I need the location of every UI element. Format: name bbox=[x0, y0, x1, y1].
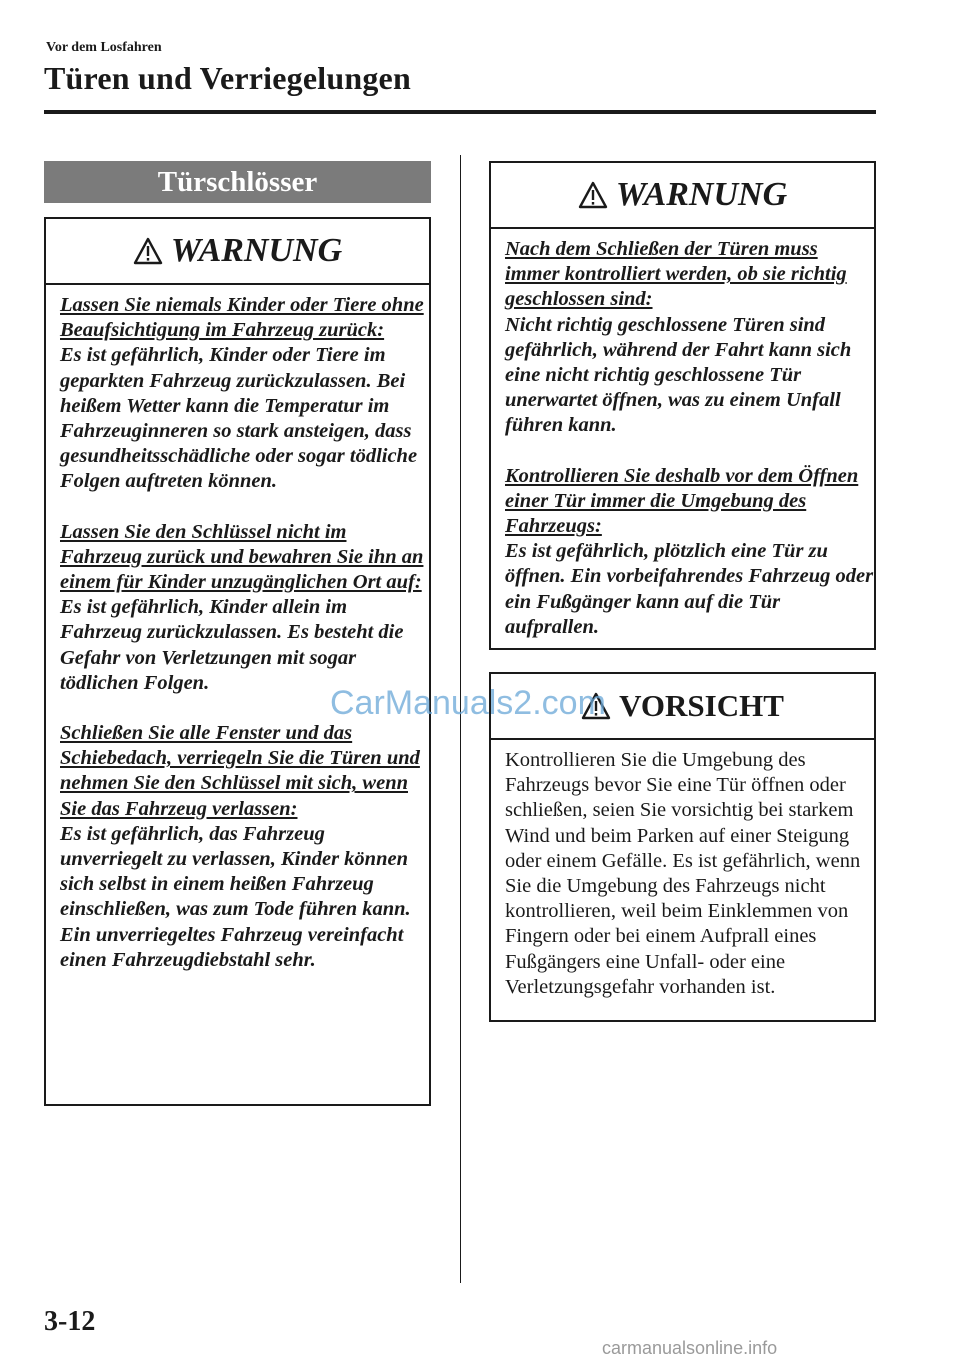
caution-title: VORSICHT bbox=[619, 688, 784, 723]
warning-heading: Nach dem Schließen der Türen muss immer kontrolliert werden, ob sie richtig geschlossen sind: bbox=[505, 238, 847, 311]
caution-box bbox=[489, 672, 876, 1022]
warning-text: Es ist gefährlich, Kinder allein im Fahrzeug zurückzulassen. Es besteht die Gefahr von Verletzungen mit sogar tödlichen Folgen. bbox=[60, 596, 404, 694]
header-rule bbox=[44, 110, 876, 114]
warning-title: WARNUNG bbox=[615, 176, 788, 213]
footer-site: carmanualsonline.info bbox=[602, 1338, 778, 1358]
warning-text: Es ist gefährlich, plötzlich eine Tür zu öffnen. Ein vorbeifahrendes Fahrzeug oder ein Fußgänger kann auf die Tür aufprallen. bbox=[505, 540, 874, 638]
warning-triangle-icon bbox=[578, 181, 608, 209]
chapter-label: Vor dem Losfahren bbox=[46, 40, 162, 55]
warning-heading: Lassen Sie den Schlüssel nicht im Fahrzeug zurück und bewahren Sie ihn an einem für Kinder unzugänglichen Ort auf: bbox=[60, 520, 424, 594]
section-title: Türen und Verriegelungen bbox=[44, 60, 411, 96]
warning-title: WARNUNG bbox=[170, 232, 343, 269]
warning-paragraph bbox=[60, 721, 429, 973]
warning-text: Es ist gefährlich, das Fahrzeug unverriegelt zu verlassen, Kinder können sich selbst in einem heißen Fahrzeug einschließen, was zum Tode führen kann. Ein unverriegeltes Fahrzeug vereinfacht einen Fahrzeugdiebstahl sehr. bbox=[60, 822, 411, 971]
watermark: CarManuals2.com bbox=[330, 684, 606, 722]
warning-box-left bbox=[44, 217, 431, 1106]
warning-header bbox=[491, 163, 874, 229]
caution-text: Kontrollieren Sie die Umgebung des Fahrzeugs bevor Sie eine Tür öffnen oder schließen, seien Sie vorsichtig bei starkem Wind und beim Parken auf einer Steigung oder einem Gefälle. Es ist gefährlich, wenn Sie die Umgebung des Fahrzeugs nicht kontrollieren, weil beim Einklemmen von Fingern oder bei einem Aufprall eines Fußgängers eine Unfall- oder eine Verletzungsgefahr vorhanden ist. bbox=[505, 749, 861, 998]
warning-paragraph bbox=[60, 520, 429, 696]
warning-box-right bbox=[489, 161, 876, 650]
warning-body bbox=[46, 285, 429, 973]
warning-paragraph bbox=[505, 237, 874, 439]
warning-header bbox=[46, 219, 429, 285]
warning-triangle-icon bbox=[133, 237, 163, 265]
page-number: 3-12 bbox=[44, 1306, 96, 1337]
warning-text: Es ist gefährlich, Kinder oder Tiere im geparkten Fahrzeug zurückzulassen. Bei heißem Wetter kann die Temperatur im Fahrzeuginneren so stark ansteigen, dass gesundheitsschädliche oder sogar tödliche Folgen auftreten können. bbox=[60, 344, 418, 493]
warning-paragraph bbox=[505, 464, 874, 640]
warning-heading: Lassen Sie niemals Kinder oder Tiere ohne Beaufsichtigung im Fahrzeug zurück: bbox=[60, 294, 424, 342]
warning-paragraph bbox=[60, 293, 429, 495]
warning-heading: Schließen Sie alle Fenster und das Schiebedach, verriegeln Sie die Türen und nehmen Sie den Schlüssel mit sich, wenn Sie das Fahrzeug verlassen: bbox=[60, 722, 420, 820]
warning-text: Nicht richtig geschlossene Türen sind gefährlich, während der Fahrt kann sich eine nicht richtig geschlossene Tür unerwartet öffnen, was zu einem Unfall führen kann. bbox=[505, 313, 852, 437]
topic-title: Türschlösser bbox=[44, 161, 431, 203]
warning-body bbox=[491, 229, 874, 640]
warning-heading: Kontrollieren Sie deshalb vor dem Öffnen einer Tür immer die Umgebung des Fahrzeugs: bbox=[505, 464, 859, 538]
